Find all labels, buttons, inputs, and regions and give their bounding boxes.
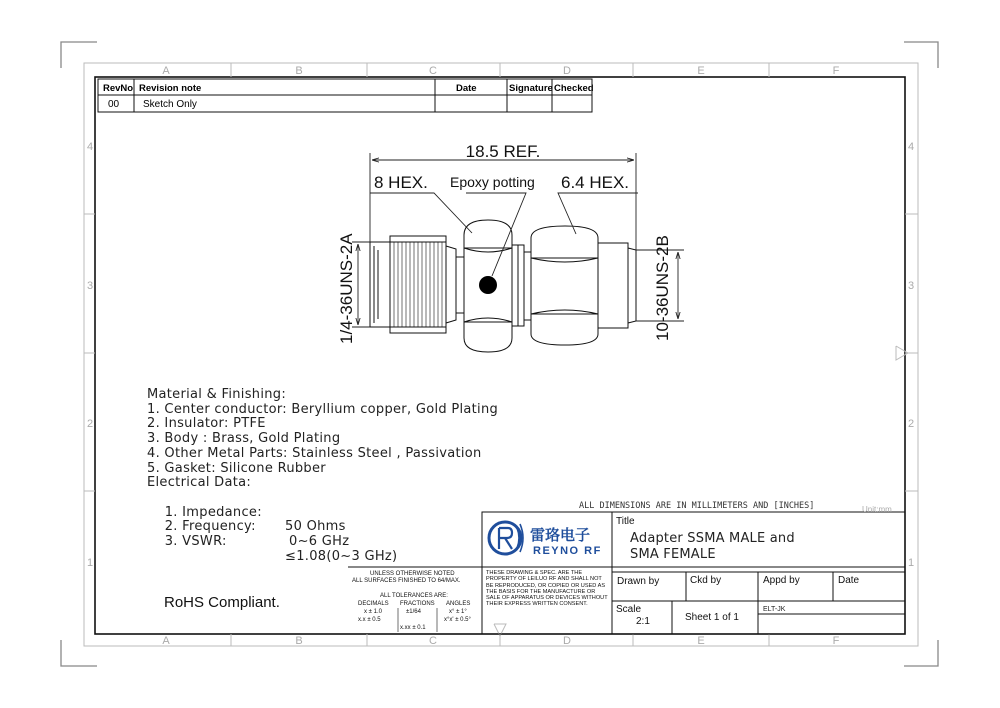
tolerance-xx: x.xx ± 0.1 xyxy=(400,625,426,631)
zone-row-2: 2 xyxy=(86,418,94,430)
zone-row-3-right: 3 xyxy=(907,280,915,292)
connector-drawing xyxy=(370,220,636,352)
rev-row-revno: 00 xyxy=(108,99,120,110)
zone-row-2-right: 2 xyxy=(907,418,915,430)
tolerance-decimal-2: x.x ± 0.5 xyxy=(358,617,381,623)
zone-row-3: 3 xyxy=(86,280,94,292)
overall-length-dim: 18.5 REF. xyxy=(465,142,541,161)
rev-header-signature: Signature xyxy=(509,83,553,94)
electrical-value: 0~6 GHz xyxy=(289,534,350,550)
left-thread-dim: 1/4-36UNS-2A xyxy=(337,233,356,344)
zone-col-f: F xyxy=(832,65,840,77)
unit-label: Unit:mm xyxy=(862,505,892,514)
rev-header-checked: Checked xyxy=(554,83,594,94)
rev-header-revno: RevNo xyxy=(103,83,134,94)
tolerance-header-angles: ANGLES xyxy=(446,601,471,607)
date-label: Date xyxy=(838,575,860,586)
rev-header-note: Revision note xyxy=(139,83,202,94)
electrical-value: 50 Ohms xyxy=(285,519,346,535)
zone-row-4-right: 4 xyxy=(907,141,915,153)
title-label: Title xyxy=(616,516,635,527)
material-item: 2. Insulator: PTFE xyxy=(147,416,266,432)
drawing-title-line: Adapter SSMA MALE and xyxy=(630,531,795,546)
material-item: 3. Body : Brass, Gold Plating xyxy=(147,431,341,447)
electrical-title: Electrical Data: xyxy=(147,475,252,491)
coupling-body xyxy=(512,245,524,326)
rev-row-note: Sketch Only xyxy=(143,99,197,110)
zone-col-c-bottom: C xyxy=(429,635,437,647)
zone-col-d: D xyxy=(563,65,571,77)
dimensions-note: ALL DIMENSIONS ARE IN MILLIMETERS AND [INCHES] xyxy=(579,501,815,511)
tolerance-angle-2: x°x' ± 0.5° xyxy=(444,617,471,623)
material-item: 1. Center conductor: Beryllium copper, Gold Plating xyxy=(147,401,499,417)
right-thread-dim: 10-36UNS-2B xyxy=(653,235,672,341)
appd-by-label: Appd by xyxy=(763,575,800,586)
zone-col-e: E xyxy=(697,65,705,77)
logo-cn-text: 雷珞电子 xyxy=(530,526,591,544)
tolerance-angle-1: x° ± 1° xyxy=(449,609,467,615)
left-hex-dim: 8 HEX. xyxy=(374,173,428,192)
revision-table xyxy=(98,79,594,112)
scale-value: 2:1 xyxy=(636,616,650,627)
zone-col-f-bottom: F xyxy=(832,635,840,647)
electrical-value: ≤1.08(0~3 GHz) xyxy=(285,548,398,564)
tolerance-line-3: ALL TOLERANCES ARE: xyxy=(380,593,448,599)
right-hex-dim: 6.4 HEX. xyxy=(561,173,630,192)
electrical-label: 3. VSWR: xyxy=(164,534,227,549)
part-number: ELT-JK xyxy=(763,606,786,613)
rev-header-date: Date xyxy=(456,83,477,94)
left-thread-body xyxy=(370,236,456,333)
zone-col-e-bottom: E xyxy=(697,635,705,647)
drawing-title xyxy=(630,531,795,562)
ckd-by-label: Ckd by xyxy=(690,575,722,586)
material-item: 4. Other Metal Parts: Stainless Steel , Passivation xyxy=(147,445,482,461)
logo-text: REYNO RF xyxy=(533,545,602,557)
right-female-body xyxy=(598,243,636,328)
drawn-by-label: Drawn by xyxy=(617,576,660,587)
zone-col-a: A xyxy=(162,65,170,77)
scale-label: Scale xyxy=(616,604,642,615)
zone-col-b-bottom: B xyxy=(295,635,303,647)
zone-row-1: 1 xyxy=(86,557,94,569)
specifications xyxy=(147,387,499,564)
reyno-logo xyxy=(489,522,602,557)
epoxy-dot xyxy=(479,276,497,294)
zone-row-1-right: 1 xyxy=(907,557,915,569)
electrical-label: 1. Impedance: xyxy=(164,504,262,520)
rohs-label: RoHS Compliant. xyxy=(164,594,280,611)
sheet-count: Sheet 1 of 1 xyxy=(685,612,739,623)
property-note: THESE DRAWING & SPEC. ARE THE PROPERTY OF LEILUO RF AND SHALL NOT BE REPRODUCED, OR COPIED OR USED AS THE BASIS FOR THE MANUFACTURE OR SALE OF APPARATUS OR DEVICES WITHOUT THEIR EXPRESS WRITTEN CONSENT. xyxy=(486,570,608,608)
electrical-label: 2. Frequency: xyxy=(164,519,256,535)
tolerance-header-decimals: DECIMALS xyxy=(358,601,389,607)
tolerance-decimal-1: x ± 1.0 xyxy=(364,609,382,615)
material-title: Material & Finishing: xyxy=(147,387,287,402)
hex-nut-6-4mm xyxy=(524,226,598,345)
zone-col-d-bottom: D xyxy=(563,635,571,647)
zone-col-c: C xyxy=(429,65,437,77)
zone-row-4: 4 xyxy=(86,141,94,153)
tolerance-fraction-1: ±1/64 xyxy=(406,609,421,615)
tolerance-line-2: ALL SURFACES FINISHED TO 64/MAX. xyxy=(352,578,461,584)
drawing-title-line: SMA FEMALE xyxy=(630,547,716,562)
epoxy-label: Epoxy potting xyxy=(450,174,535,190)
zone-col-a-bottom: A xyxy=(162,635,170,647)
tolerance-header-fractions: FRACTIONS xyxy=(400,601,435,607)
tolerance-line-1: UNLESS OTHERWISE NOTED xyxy=(370,571,455,577)
zone-col-b: B xyxy=(295,65,303,77)
material-item: 5. Gasket: Silicone Rubber xyxy=(147,460,326,476)
